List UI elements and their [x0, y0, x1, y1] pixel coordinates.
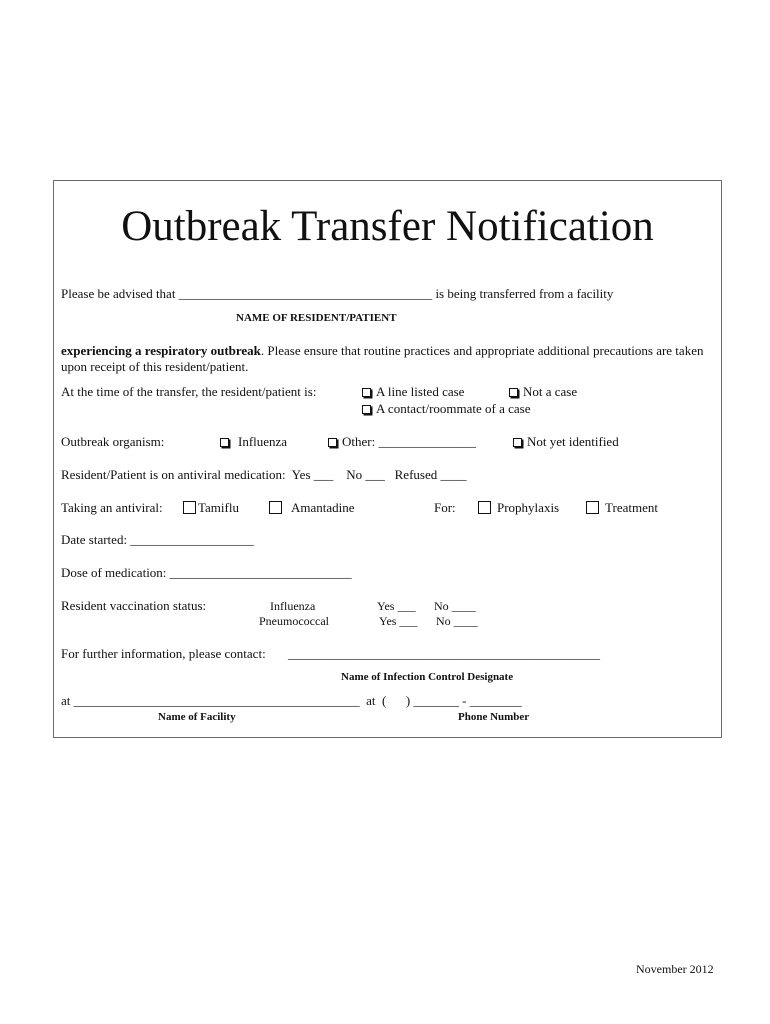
vaccine-influenza-no[interactable]: No ____: [434, 599, 476, 613]
date-started-field[interactable]: Date started: ___________________: [61, 532, 254, 547]
form-title: Outbreak Transfer Notification: [121, 203, 654, 250]
designate-label: Name of Infection Control Designate: [341, 671, 514, 683]
vaccine-influenza-yes[interactable]: Yes ___: [377, 599, 416, 613]
option-other-organism[interactable]: [328, 434, 476, 450]
intro-prefix: Please be advised that: [61, 286, 176, 301]
checkbox-icon[interactable]: [183, 501, 196, 514]
option-not-yet-identified[interactable]: [513, 434, 619, 450]
contact-label: For further information, please contact:: [61, 646, 266, 661]
phone-number-label: Phone Number: [458, 711, 530, 723]
vaccine-influenza-label: Influenza: [270, 599, 316, 613]
footer-date: November 2012: [636, 962, 714, 976]
transfer-status-label: At the time of the transfer, the resident/patient is:: [61, 384, 317, 399]
checkbox-icon[interactable]: [586, 501, 599, 514]
checkbox-icon[interactable]: [328, 438, 337, 447]
option-other-organism-label: Other: _______________: [342, 434, 476, 449]
checkbox-icon[interactable]: [362, 388, 371, 397]
precaution-paragraph: [61, 343, 716, 375]
option-tamiflu[interactable]: [183, 500, 239, 516]
dose-field[interactable]: Dose of medication: ____________________________: [61, 565, 352, 580]
vaccine-pneumococcal-yes[interactable]: Yes ___: [379, 614, 418, 628]
option-not-yet-identified-label: Not yet identified: [527, 434, 619, 449]
checkbox-icon[interactable]: [362, 405, 371, 414]
vaccine-pneumococcal-label: Pneumococcal: [259, 614, 329, 628]
intro-suffix: is being transferred from a facility: [435, 286, 614, 301]
vaccination-label: Resident vaccination status:: [61, 598, 207, 613]
resident-name-field[interactable]: _______________________________________: [178, 286, 433, 301]
checkbox-icon[interactable]: [269, 501, 282, 514]
option-not-a-case-label: Not a case: [523, 384, 578, 399]
vaccine-pneumococcal-no[interactable]: No ____: [436, 614, 478, 628]
checkbox-icon[interactable]: [478, 501, 491, 514]
option-line-listed[interactable]: [362, 384, 464, 400]
option-treatment-label: Treatment: [605, 500, 658, 515]
option-amantadine[interactable]: [269, 500, 355, 516]
option-line-listed-label: A line listed case: [376, 384, 465, 399]
checkbox-icon[interactable]: [509, 388, 518, 397]
option-amantadine-label: Amantadine: [291, 500, 355, 515]
option-treatment[interactable]: [586, 500, 658, 516]
facility-name-label: Name of Facility: [158, 711, 236, 723]
for-label: For:: [434, 500, 456, 515]
option-influenza[interactable]: [220, 434, 287, 450]
option-prophylaxis[interactable]: [478, 500, 559, 516]
option-influenza-label: Influenza: [238, 434, 288, 449]
option-not-a-case[interactable]: [509, 384, 577, 400]
facility-phone-line[interactable]: at ____________________________________________ at ( ) _______ - ________: [61, 693, 522, 708]
precaution-text: . Please ensure that routine practices and appropriate additional precautions are taken upon receipt of this resident/patient.: [61, 343, 704, 374]
resident-name-label: NAME OF RESIDENT/PATIENT: [236, 312, 397, 324]
organism-label: Outbreak organism:: [61, 434, 165, 449]
antiviral-medication-line[interactable]: Resident/Patient is on antiviral medication: Yes ___ No ___ Refused ____: [61, 467, 467, 482]
outbreak-transfer-form: [53, 180, 722, 738]
taking-antiviral-label: Taking an antiviral:: [61, 500, 163, 515]
contact-name-field[interactable]: ________________________________________________: [288, 646, 600, 661]
intro-line: [61, 286, 613, 302]
option-contact-roommate-label: A contact/roommate of a case: [376, 401, 531, 416]
option-contact-roommate[interactable]: [362, 401, 531, 417]
outbreak-bold-text: experiencing a respiratory outbreak: [61, 343, 261, 358]
option-tamiflu-label: Tamiflu: [198, 500, 239, 515]
checkbox-icon[interactable]: [220, 438, 229, 447]
checkbox-icon[interactable]: [513, 438, 522, 447]
option-prophylaxis-label: Prophylaxis: [497, 500, 560, 515]
